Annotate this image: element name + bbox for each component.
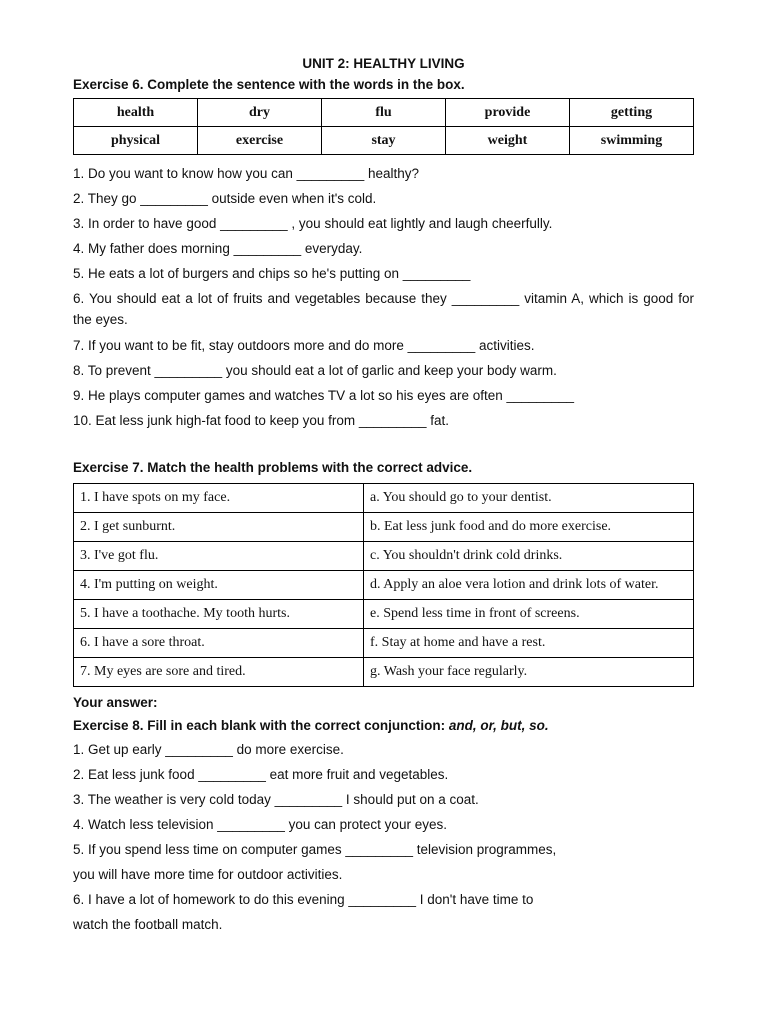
conjunction-line: 6. I have a lot of homework to do this evening _________ I don't have time to <box>73 892 534 907</box>
exercise-7-heading: Exercise 7. Match the health problems with the correct advice. <box>73 460 473 475</box>
word-box-row <box>74 127 694 155</box>
word-box-cell: swimming <box>570 127 694 155</box>
match-row <box>74 658 694 687</box>
word-box-cell: dry <box>198 99 322 127</box>
word-box-cell: exercise <box>198 127 322 155</box>
sentence-item: 3. In order to have good _________ , you should eat lightly and laugh cheerfully. <box>73 216 553 231</box>
word-box-cell: physical <box>74 127 198 155</box>
exercise-8-heading-text: Exercise 8. Fill in each blank with the correct conjunction: <box>73 718 449 733</box>
word-box-cell: weight <box>446 127 570 155</box>
sentence-item: 7. If you want to be fit, stay outdoors more and do more _________ activities. <box>73 338 535 353</box>
problem-cell: 7. My eyes are sore and tired. <box>74 658 364 687</box>
advice-cell: e. Spend less time in front of screens. <box>364 600 694 629</box>
sentence-item: 6. You should eat a lot of fruits and vegetables because they _________ vitamin A, which is good for the eyes. <box>73 291 694 327</box>
conjunction-line: you will have more time for outdoor activities. <box>73 867 343 882</box>
sentence-item: 5. He eats a lot of burgers and chips so he's putting on _________ <box>73 266 471 281</box>
advice-cell: c. You shouldn't drink cold drinks. <box>364 542 694 571</box>
word-box <box>73 98 694 155</box>
word-box-cell: provide <box>446 99 570 127</box>
advice-cell: f. Stay at home and have a rest. <box>364 629 694 658</box>
sentence-item: 4. My father does morning _________ everyday. <box>73 241 363 256</box>
problem-cell: 3. I've got flu. <box>74 542 364 571</box>
word-box-row <box>74 99 694 127</box>
match-row <box>74 571 694 600</box>
sentence-item: 8. To prevent _________ you should eat a lot of garlic and keep your body warm. <box>73 363 557 378</box>
advice-cell: d. Apply an aloe vera lotion and drink lots of water. <box>364 571 694 600</box>
exercise-8-options: and, or, but, so. <box>448 718 549 733</box>
match-row <box>74 513 694 542</box>
word-box-cell: health <box>74 99 198 127</box>
exercise-6-sentences <box>73 161 694 433</box>
word-box-cell: flu <box>322 99 446 127</box>
sentence-item: 9. He plays computer games and watches TV a lot so his eyes are often _________ <box>73 388 575 403</box>
word-box-cell: getting <box>570 99 694 127</box>
match-row <box>74 484 694 513</box>
match-table <box>73 483 694 687</box>
advice-cell: b. Eat less junk food and do more exercise. <box>364 513 694 542</box>
problem-cell: 1. I have spots on my face. <box>74 484 364 513</box>
sentence-item: 10. Eat less junk high-fat food to keep you from _________ fat. <box>73 413 449 428</box>
conjunction-line: 3. The weather is very cold today _________ I should put on a coat. <box>73 792 479 807</box>
sentence-item: 1. Do you want to know how you can _________ healthy? <box>73 166 419 181</box>
unit-title: UNIT 2: HEALTHY LIVING <box>302 56 465 71</box>
problem-cell: 2. I get sunburnt. <box>74 513 364 542</box>
advice-cell: a. You should go to your dentist. <box>364 484 694 513</box>
problem-cell: 5. I have a toothache. My tooth hurts. <box>74 600 364 629</box>
match-row <box>74 629 694 658</box>
word-box-cell: stay <box>322 127 446 155</box>
problem-cell: 6. I have a sore throat. <box>74 629 364 658</box>
conjunction-line: 4. Watch less television _________ you can protect your eyes. <box>73 817 447 832</box>
answer-label: Your answer: <box>73 695 158 710</box>
conjunction-line: 5. If you spend less time on computer games _________ television programmes, <box>73 842 557 857</box>
exercise-8-heading <box>73 715 694 737</box>
match-row <box>74 542 694 571</box>
advice-cell: g. Wash your face regularly. <box>364 658 694 687</box>
problem-cell: 4. I'm putting on weight. <box>74 571 364 600</box>
match-row <box>74 600 694 629</box>
sentence-item: 2. They go _________ outside even when it's cold. <box>73 191 377 206</box>
conjunction-line: watch the football match. <box>73 917 223 932</box>
exercise-6-heading: Exercise 6. Complete the sentence with the words in the box. <box>73 77 465 92</box>
conjunction-line: 2. Eat less junk food _________ eat more fruit and vegetables. <box>73 767 449 782</box>
worksheet-page <box>73 54 694 937</box>
exercise-8-lines <box>73 737 694 937</box>
conjunction-line: 1. Get up early _________ do more exercise. <box>73 742 344 757</box>
